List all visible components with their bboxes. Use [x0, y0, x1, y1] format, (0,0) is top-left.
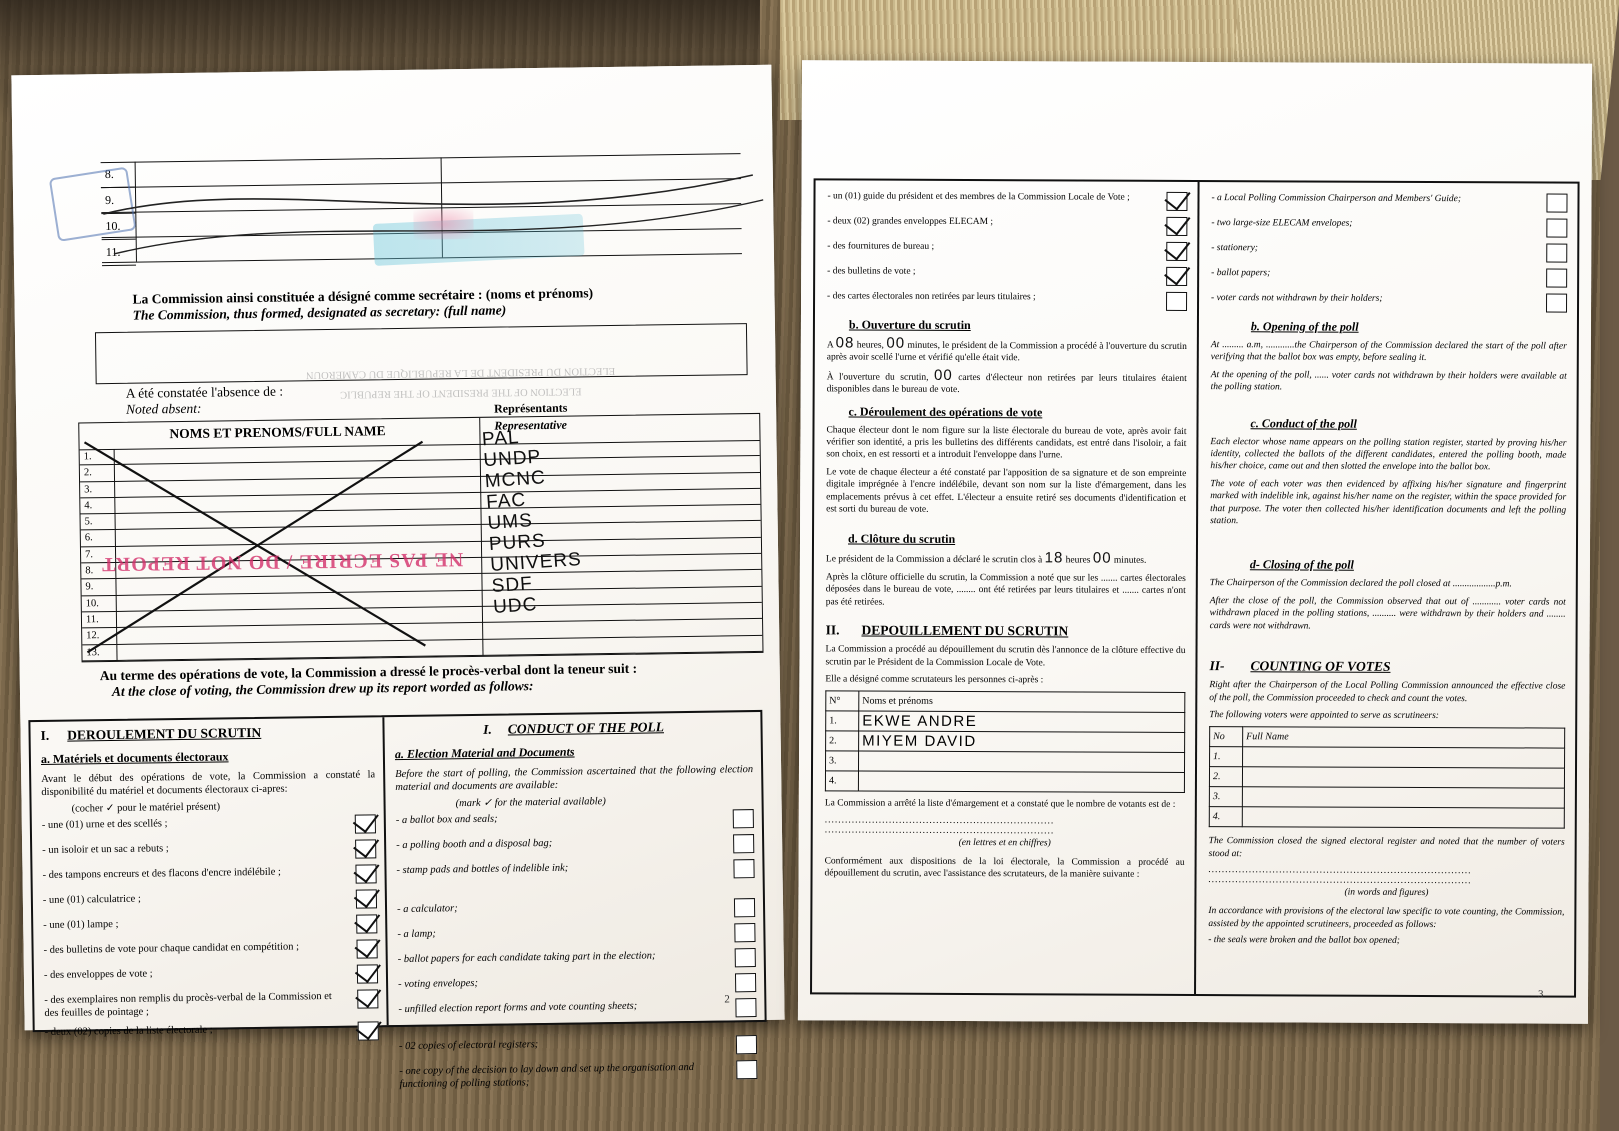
table-row[interactable]	[1210, 747, 1565, 769]
subsection-b-p2-en: At the opening of the poll, ...... voter cards not withdrawn by their holders were available at the polling station.	[1210, 369, 1567, 393]
row-number: 9.	[81, 579, 115, 596]
subsection-d-p2-en: After the close of the poll, the Commission observed that out of ............ voter cards not withdrawn placed in the polling stations, .......... were withdrawn by their holders and ........ cards were not withdrawn.	[1209, 595, 1566, 632]
subsection-c-p2-en: The vote of each voter was then evidenced by affixing his/her signature and fingerprint marked with indelible ink, against his/her name on the register, within the space provided for that purpose. The voter then collected his/her identification documents and left the polling station.	[1210, 478, 1567, 527]
page-number-left: 2	[724, 993, 730, 1006]
handwritten-close-hours: 18	[1044, 549, 1064, 567]
material-label: - voter cards not withdrawn by their holders;	[1211, 293, 1383, 304]
material-item[interactable]	[43, 889, 377, 913]
material-item[interactable]	[397, 898, 755, 922]
material-item[interactable]	[42, 814, 376, 838]
d-prefix-fr: Le président de la Commission a déclaré le scrutin clos à	[825, 554, 1043, 566]
voters-count-line-1-fr[interactable]: ....................................................................	[824, 815, 1055, 827]
material-label: - ballot papers;	[1211, 268, 1271, 279]
document-page-2	[11, 65, 784, 1091]
row-number: 4.	[1209, 807, 1242, 827]
subsection-c-p2-fr: Le vote de chaque électeur a été constaté par l'apposition de sa signature et de son empreinte digitale imprégnée à l'encre indélébile, devant son nom sur la liste d'émargement, dans les emplacements prévus à cet effet. L'électeur a ensuite retiré ses documents d'identification et est sorti du bureau de vote.	[826, 467, 1187, 515]
subsection-c-title-fr: c. Déroulement des opérations de vote	[848, 404, 1043, 419]
handwritten-cards-count: 00	[934, 366, 953, 384]
checkbox[interactable]	[1546, 294, 1567, 313]
material-label: - des bulletins de vote pour chaque candidat en compétition ;	[43, 941, 300, 956]
row-number: 12.	[82, 628, 116, 645]
subsection-b-p1-fr	[826, 334, 1187, 365]
row-number: 1.	[826, 711, 859, 731]
subsection-b-p2-fr	[826, 366, 1187, 397]
pen-strikethrough-top	[92, 145, 774, 294]
row-number: 10.	[101, 214, 135, 240]
scrutineer-name[interactable]	[1242, 807, 1564, 828]
closing-en: At the close of voting, the Commission drew up its report worded as follows:	[111, 678, 534, 700]
party-entry: FAC	[485, 489, 527, 514]
material-label: - a Local Polling Commission Chairperson and Members' Guide;	[1211, 193, 1462, 205]
row-number: 4.	[80, 498, 114, 515]
scrutineer-name[interactable]	[1242, 787, 1564, 808]
section-i-num-fr: I.	[40, 727, 50, 744]
party-entry: UNIVERS	[489, 549, 583, 577]
counting-bullet-en: - the seals were broken and the ballot box opened;	[1208, 934, 1400, 946]
material-item[interactable]	[827, 190, 1187, 211]
material-label: - stamp pads and bottles of indelible ink;	[396, 862, 569, 877]
scrutineers-table-fr[interactable]	[825, 691, 1185, 794]
d-min-label-fr: minutes.	[1113, 556, 1147, 567]
checkbox[interactable]	[736, 1035, 757, 1054]
checkbox[interactable]	[733, 809, 754, 828]
checkbox[interactable]	[358, 1021, 379, 1040]
red-stamp-text: NE PAS ECRIRE / DO NOT REPORT	[101, 548, 464, 576]
checkbox[interactable]	[1546, 244, 1567, 263]
col-header-rep-fr: Représentants	[493, 400, 568, 416]
material-list-fr	[42, 814, 379, 1045]
right-english-column	[1194, 182, 1577, 947]
col-header-name: Full Name	[1243, 727, 1565, 748]
mark-instruction-en: (mark ✓ for the material available)	[455, 796, 606, 810]
row-number: 2.	[826, 731, 859, 751]
material-label: - des enveloppes de vote ;	[43, 968, 153, 981]
material-label: - two large-size ELECAM envelopes;	[1211, 218, 1353, 229]
material-list-en	[396, 809, 758, 1091]
material-item[interactable]	[398, 973, 756, 997]
material-label: - des fournitures de bureau ;	[827, 241, 935, 252]
row-number: 8.	[101, 162, 135, 188]
material-label: - des bulletins de vote ;	[827, 266, 916, 277]
party-entry: UNDP	[482, 446, 542, 472]
section-i-sub-en: a. Election Material and Documents	[394, 744, 575, 762]
party-entry: PURS	[488, 530, 547, 556]
material-label: - un isoloir et un sac a rebuts ;	[42, 843, 169, 856]
material-label: - a ballot box and seals;	[395, 813, 498, 827]
row-number: 8.	[81, 563, 115, 580]
material-item[interactable]	[1211, 192, 1567, 213]
material-label: - deux (02) grandes enveloppes ELECAM ;	[827, 216, 994, 228]
material-item[interactable]	[398, 948, 756, 972]
row-number: 3.	[1209, 787, 1242, 807]
party-entry: MCNC	[484, 467, 547, 493]
secretary-label-fr: La Commission ainsi constituée a désigné comme secrétaire : (noms et prénoms)	[132, 285, 594, 307]
table-row[interactable]	[1209, 807, 1564, 829]
section-i-english-column	[382, 712, 765, 1097]
table-row[interactable]	[826, 731, 1185, 753]
material-item[interactable]	[1211, 242, 1567, 263]
closing-fr: Au terme des opérations de vote, la Commission a dressé le procès-verbal dont la teneur suit :	[99, 660, 638, 684]
material-item[interactable]	[398, 998, 756, 1022]
material-label: - stationery;	[1211, 243, 1259, 254]
material-label: - des tampons encreurs et des flacons d'encre indélébile ;	[42, 866, 281, 881]
section-i-title-en: CONDUCT OF THE POLL	[507, 719, 665, 737]
section-ii-p2-en: The following voters were appointed to serve as scrutineers:	[1209, 709, 1439, 721]
material-item[interactable]	[827, 240, 1187, 261]
b2-text-fr: cartes d'électeur non retirées par leurs titulaires étaient disponibles dans le bureau de vote.	[826, 372, 1187, 396]
scrutineer-name[interactable]	[1243, 747, 1565, 768]
material-item[interactable]	[397, 923, 755, 947]
checkbox[interactable]	[1546, 219, 1567, 238]
col-header-name: Noms et prénoms	[859, 691, 1185, 712]
material-item[interactable]	[827, 265, 1187, 286]
material-item[interactable]	[1211, 267, 1567, 288]
material-label: - one copy of the decision to lay down and set up the organisation and functioning of polling stations;	[399, 1061, 695, 1091]
material-item[interactable]	[399, 1060, 757, 1091]
material-list-fr-cont	[827, 190, 1188, 311]
material-label: - a calculator;	[396, 903, 458, 916]
section-ii-last-fr: Conformément aux dispositions de la loi électorale, la Commission a procédé au dépouillement du scrutin, avec l'assistance des scrutateurs, de la manière suivante :	[824, 856, 1185, 880]
section-i-french-column	[30, 717, 387, 1051]
material-label: - unfilled election report forms and vote counting sheets;	[398, 1000, 638, 1016]
section-i-intro-fr: Avant le début des opérations de vote, la Commission a constaté la disponibilité du matériel et documents électoraux ci-apres:	[41, 769, 376, 799]
material-item[interactable]	[396, 834, 754, 858]
subsection-d-title-en: d- Closing of the poll	[1249, 557, 1354, 573]
material-label: - des cartes électorales non retirées par leurs titulaires ;	[827, 291, 1036, 303]
section-frame	[810, 178, 1580, 997]
section-ii-p2-fr: Elle a désigné comme scrutateurs les personnes ci-après :	[825, 674, 1044, 686]
material-item[interactable]	[43, 914, 377, 938]
col-header-number: N°	[826, 691, 859, 711]
row-number: 11.	[82, 612, 116, 629]
material-item[interactable]	[1211, 292, 1567, 313]
section-i-sub-fr: a. Matériels et documents électoraux	[40, 749, 229, 767]
material-item[interactable]	[827, 215, 1187, 236]
voters-count-line-2-fr[interactable]: ....................................................................	[824, 825, 1055, 837]
ghost-bleed-text-1: ELECTION DU PRESIDENT DE LA REPUBLIQUE DU CAMEROUN	[305, 364, 616, 381]
material-label: - ballot papers for each candidate taking part in the election;	[397, 950, 656, 966]
section-i-title-fr: DEROULEMENT DU SCRUTIN	[67, 724, 262, 743]
row-number: 2.	[80, 465, 114, 482]
scrutineer-name[interactable]	[858, 751, 1184, 772]
row-number: 11.	[102, 240, 136, 266]
secretary-label-en: The Commission, thus formed, designated as secretary: (full name)	[132, 302, 507, 323]
row-number: 10.	[82, 596, 116, 613]
subsection-b-title-fr: b. Ouverture du scrutin	[848, 317, 971, 333]
col-header-number: No	[1210, 727, 1243, 747]
absence-label-en: Noted absent:	[125, 400, 202, 417]
party-entry: SDF	[491, 573, 534, 597]
section-ii-num-en: II-	[1209, 658, 1225, 674]
table-row[interactable]	[826, 711, 1185, 733]
handwritten-party-list	[482, 425, 586, 620]
material-item[interactable]	[396, 809, 754, 833]
checkbox[interactable]	[734, 923, 755, 942]
checkbox[interactable]	[735, 948, 756, 967]
material-label: - une (01) calculatrice ;	[42, 893, 141, 906]
scrutineer-name[interactable]	[858, 771, 1184, 792]
checkbox[interactable]	[1546, 269, 1567, 288]
voters-count-label-fr: La Commission a arrêté la liste d'émargement et a constaté que le nombre de votants est de :	[824, 798, 1176, 811]
row-number: 2.	[1209, 767, 1242, 787]
table-row[interactable]	[1209, 767, 1564, 789]
section-i-num-en: I.	[483, 721, 492, 737]
words-figures-fr: (en lettres et en chiffres)	[958, 837, 1051, 849]
scrutineer-name[interactable]	[1242, 767, 1564, 788]
row-number: 1.	[1210, 747, 1243, 767]
subsection-c-p1-en: Each elector whose name appears on the polling station register, started by proving his/her identity, collected the ballots of the different candidates, entered the polling booth, made his/her choice, came out and then slotted the envelope into the ballot box.	[1210, 436, 1567, 473]
checkbox[interactable]	[735, 973, 756, 992]
section-i-box	[28, 710, 766, 1091]
cancellation-x-mark	[78, 418, 431, 663]
subsection-c-title-en: c. Conduct of the poll	[1250, 415, 1357, 431]
material-item[interactable]	[44, 989, 378, 1020]
checkbox[interactable]	[735, 998, 756, 1017]
voters-count-line-2-en[interactable]: ..............................................................................	[1208, 875, 1472, 887]
checkbox[interactable]	[733, 834, 754, 853]
material-item[interactable]	[44, 964, 378, 988]
material-item[interactable]	[42, 864, 376, 888]
page-number-right: 3	[1538, 988, 1544, 1001]
voters-count-line-1-en[interactable]: ..............................................................................	[1208, 865, 1472, 877]
material-item[interactable]	[399, 1035, 757, 1059]
checkbox[interactable]	[733, 859, 754, 878]
col-header-names: NOMS ET PRENOMS/FULL NAME	[169, 423, 386, 442]
right-french-column	[813, 180, 1198, 886]
document-page-3	[798, 60, 1592, 1023]
checkbox[interactable]	[357, 989, 378, 1008]
subsection-b-title-en: b. Opening of the poll	[1250, 319, 1359, 334]
section-i-intro-en: Before the start of polling, the Commission ascertained that the following election material and documents are available:	[395, 764, 754, 794]
material-label: - a polling booth and a disposal bag;	[396, 837, 553, 852]
material-label: - 02 copies of electoral registers;	[398, 1039, 539, 1053]
party-entry: UDC	[492, 594, 538, 618]
material-label: - une (01) lampe ;	[43, 918, 119, 931]
absence-label-fr: A été constatée l'absence de :	[125, 383, 284, 401]
section-ii-title-en: COUNTING OF VOTES	[1250, 658, 1391, 674]
subsection-d-p2-fr: Après la clôture officielle du scrutin, la Commission a noté que sur les ....... cartes électorales déposées dans le bureau de vote, ........ ont été retirées par leurs titulaires et ....... cartes n'ont pas été retirées.	[825, 572, 1186, 608]
subsection-d-title-fr: d. Clôture du scrutin	[847, 531, 956, 547]
b-hours-label-fr: heures,	[856, 340, 884, 351]
material-item[interactable]	[396, 859, 754, 883]
scrutineer-name[interactable]: MIYEM DAVID	[859, 731, 1185, 752]
row-number: 7.	[81, 547, 115, 564]
checkbox[interactable]	[734, 898, 755, 917]
subsection-b-p1-en: At ......... a.m, ............the Chairperson of the Commission declared the start of the poll after verifying that the ballot box was empty, before sealing it.	[1210, 340, 1567, 364]
scrutineer-name[interactable]: EKWE ANDRE	[859, 711, 1185, 732]
section-ii-title-fr: DEPOUILLEMENT DU SCRUTIN	[861, 622, 1069, 639]
material-list-en-cont	[1211, 192, 1568, 313]
checkbox[interactable]	[1166, 267, 1187, 286]
row-number: 3.	[80, 482, 114, 499]
handwritten-close-minutes: 00	[1092, 550, 1112, 568]
row-number: 3.	[825, 751, 858, 771]
material-label: - un (01) guide du président et des membres de la Commission Locale de Vote ;	[827, 191, 1130, 203]
words-figures-en: (in words and figures)	[1344, 887, 1429, 899]
b-text-fr: minutes, le président de la Commission a procédé à l'ouverture du scrutin après avoir scellé l'urne et vérifié qu'elle était vide.	[826, 340, 1187, 364]
table-row[interactable]	[825, 771, 1184, 793]
material-label: - deux (02) copies de la liste électorale ;	[44, 1024, 213, 1038]
closing-statement	[100, 659, 760, 700]
handwritten-open-minutes: 00	[886, 334, 906, 352]
material-label: - voting envelopes;	[398, 977, 479, 991]
material-item[interactable]	[42, 839, 376, 863]
table-header-row	[1210, 727, 1565, 749]
subsection-c-p1-fr: Chaque électeur dont le nom figure sur la liste électorale du bureau de vote, après avoir fait vérifier son identité, a pris les bulletins des différents candidats, est entré dans l'isoloir, a fait son choix, en est ressorti et a introduit l'enveloppe dans l'urne.	[826, 425, 1187, 461]
material-label: - des exemplaires non remplis du procès-verbal de la Commission et des feuilles de pointage ;	[44, 990, 332, 1019]
table-header-row	[826, 691, 1185, 713]
d-hours-label-fr: heures	[1065, 555, 1091, 567]
material-item[interactable]	[45, 1021, 379, 1045]
material-label: - une (01) urne et des scellés ;	[41, 818, 168, 831]
section-ii-last-en: In accordance with provisions of the electoral law specific to vote counting, the Commission, assisted by the appointed scrutineers, proceeded as follows:	[1208, 906, 1565, 930]
subsection-d-p1-en: The Chairperson of the Commission declared the poll closed at ..................p.m.	[1209, 578, 1512, 590]
section-ii-num-fr: II.	[825, 622, 840, 638]
handwritten-open-hours: 08	[835, 334, 855, 352]
section-ii-p1-en: Right after the Chairperson of the Local Polling Commission announced the effective close of the poll, the Commission proceeded to check and count the votes.	[1209, 680, 1566, 704]
row-number: 1.	[80, 449, 114, 466]
party-entry: PAL	[481, 426, 521, 451]
checkbox[interactable]	[736, 1060, 757, 1079]
section-ii-p1-fr: La Commission a procédé au dépouillement du scrutin dès l'annonce de la clôture effective du scrutin par le Président de la Commission Locale de Vote.	[825, 644, 1186, 668]
checkbox[interactable]	[1546, 194, 1567, 213]
ghost-bleed-text-2: ELECTION OF THE PRESIDENT OF THE REPUBLIC	[340, 385, 582, 400]
checkbox[interactable]	[1166, 292, 1187, 311]
row-number: 6.	[81, 530, 115, 547]
row-number: 9.	[101, 188, 135, 214]
material-label: - a lamp;	[397, 928, 436, 941]
row-number: 13.	[82, 645, 116, 662]
table-row[interactable]	[1209, 787, 1564, 809]
row-number: 5.	[81, 514, 115, 531]
mark-instruction-fr: (cocher ✓ pour le matériel présent)	[71, 801, 221, 815]
voters-count-label-en: The Commission closed the signed electoral register and noted that the number of voters stood at:	[1208, 836, 1565, 859]
b-prefix-fr: A	[826, 340, 834, 351]
party-entry: UMS	[486, 510, 534, 535]
row-number: 4.	[825, 771, 858, 791]
col-header-rep-en: Representative	[494, 417, 568, 433]
b2-prefix-fr: À l'ouverture du scrutin,	[826, 372, 929, 383]
material-item[interactable]	[1211, 217, 1567, 238]
material-item[interactable]	[827, 290, 1187, 311]
table-row[interactable]	[825, 751, 1184, 773]
material-item[interactable]	[44, 939, 378, 963]
subsection-d-p1-fr	[825, 549, 1186, 568]
scrutineers-table-en[interactable]	[1209, 726, 1565, 829]
